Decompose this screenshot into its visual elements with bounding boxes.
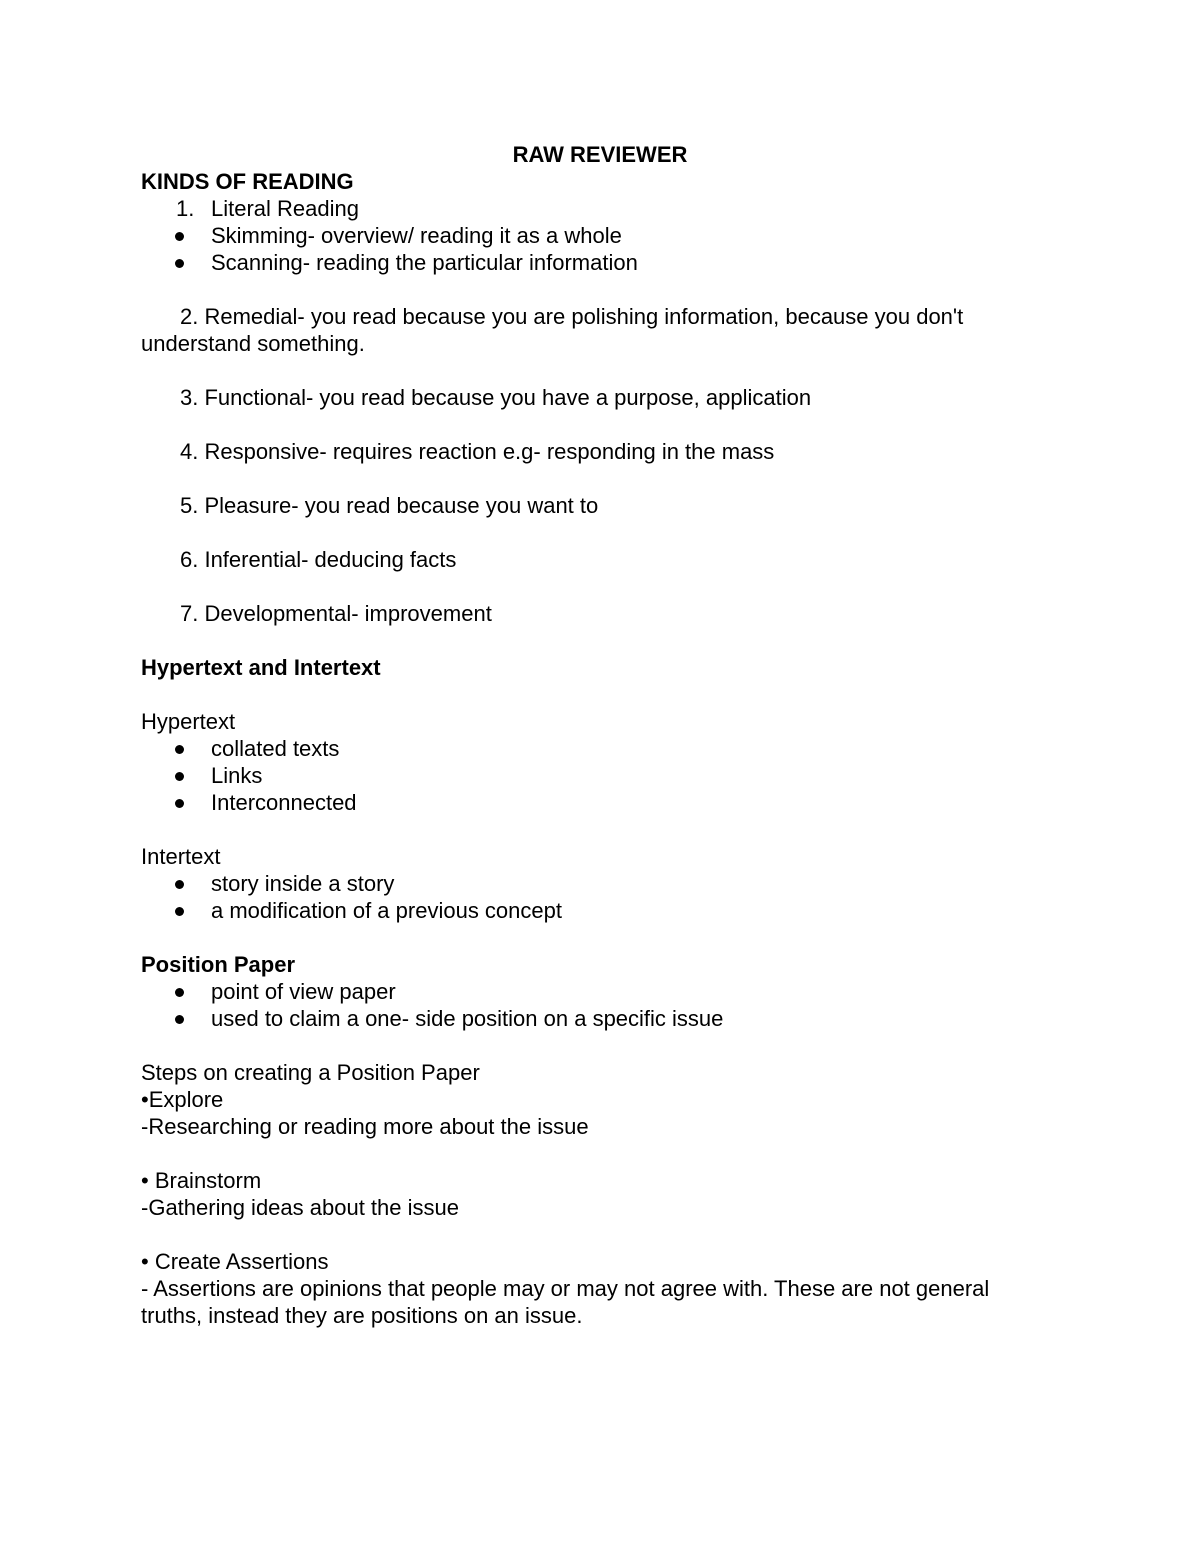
step-explore-description: -Researching or reading more about the issue xyxy=(141,1114,589,1139)
list-item-text: story inside a story xyxy=(211,871,395,896)
responsive-paragraph: 4. Responsive- requires reaction e.g- responding in the mass xyxy=(180,439,775,464)
functional-paragraph: 3. Functional- you read because you have a purpose, application xyxy=(180,385,812,410)
bullet-icon xyxy=(175,259,184,268)
hypertext-label: Hypertext xyxy=(141,709,236,734)
bullet-icon xyxy=(175,880,184,889)
bullet-icon xyxy=(175,772,184,781)
list-item xyxy=(141,735,1061,762)
step-explore-label: •Explore xyxy=(141,1087,224,1112)
list-item-text: collated texts xyxy=(211,736,340,761)
list-item xyxy=(141,762,1061,789)
list-item-text: a modification of a previous concept xyxy=(211,898,562,923)
bullet-icon xyxy=(175,745,184,754)
numbered-item-literal-reading xyxy=(141,195,1061,222)
step-create-assertions-description-line1: - Assertions are opinions that people may or may not agree with. These are not general xyxy=(141,1276,990,1301)
list-item-text: Interconnected xyxy=(211,790,357,815)
document-title: RAW REVIEWER xyxy=(512,142,688,167)
step-create-assertions-description-line2: truths, instead they are positions on an issue. xyxy=(141,1303,583,1328)
intertext-label: Intertext xyxy=(141,844,221,869)
list-item xyxy=(141,222,1061,249)
item-label: Literal Reading xyxy=(211,196,359,221)
list-item-text: Skimming- overview/ reading it as a whole xyxy=(211,223,622,248)
list-item xyxy=(141,897,1061,924)
list-item xyxy=(141,249,1061,276)
bullet-icon xyxy=(175,799,184,808)
step-create-assertions-label: • Create Assertions xyxy=(141,1249,329,1274)
kinds-of-reading-heading: KINDS OF READING xyxy=(141,169,354,194)
step-brainstorm-label: • Brainstorm xyxy=(141,1168,262,1193)
position-paper-heading: Position Paper xyxy=(141,952,296,977)
list-item xyxy=(141,1005,1061,1032)
remedial-paragraph-line2: understand something. xyxy=(141,331,365,356)
list-item xyxy=(141,978,1061,1005)
bullet-icon xyxy=(175,988,184,997)
inferential-paragraph: 6. Inferential- deducing facts xyxy=(180,547,457,572)
list-item xyxy=(141,870,1061,897)
pleasure-paragraph: 5. Pleasure- you read because you want to xyxy=(180,493,599,518)
developmental-paragraph: 7. Developmental- improvement xyxy=(180,601,492,626)
steps-heading: Steps on creating a Position Paper xyxy=(141,1060,480,1085)
list-item-text: point of view paper xyxy=(211,979,396,1004)
item-number: 1. xyxy=(176,196,195,221)
bullet-icon xyxy=(175,907,184,916)
list-item xyxy=(141,789,1061,816)
bullet-icon xyxy=(175,1015,184,1024)
hypertext-intertext-heading: Hypertext and Intertext xyxy=(141,655,381,680)
list-item-text: used to claim a one- side position on a specific issue xyxy=(211,1006,724,1031)
step-brainstorm-description: -Gathering ideas about the issue xyxy=(141,1195,459,1220)
list-item-text: Scanning- reading the particular information xyxy=(211,250,638,275)
remedial-paragraph-line1: 2. Remedial- you read because you are polishing information, because you don't xyxy=(180,304,964,329)
bullet-icon xyxy=(175,232,184,241)
document-page xyxy=(141,141,1061,1329)
list-item-text: Links xyxy=(211,763,263,788)
